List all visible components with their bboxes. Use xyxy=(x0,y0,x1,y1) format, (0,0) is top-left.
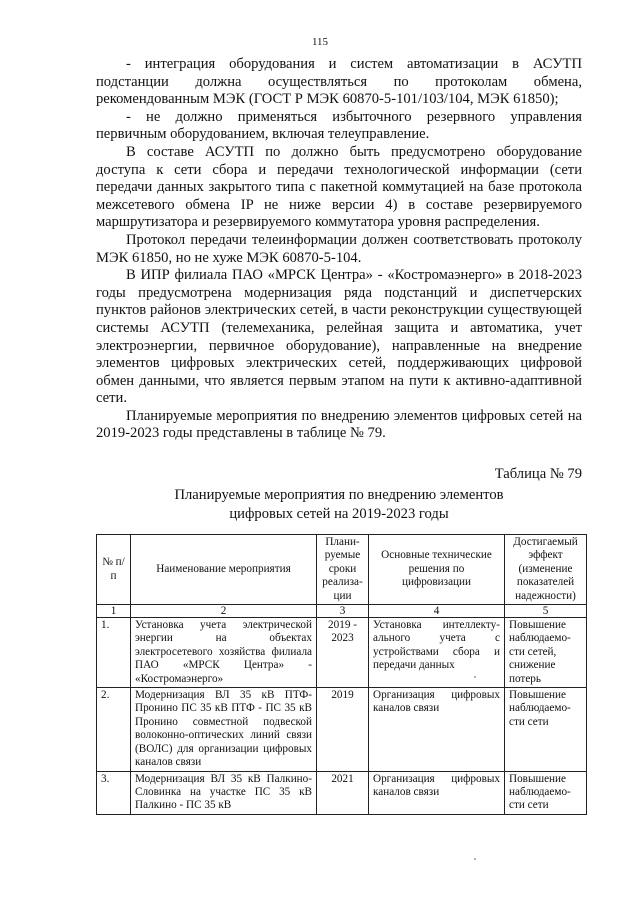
row-num: 2. xyxy=(97,688,131,771)
row-name: Модернизация ВЛ 35 кВ Палкино-Словинка на участке ПС 35 кВ Палкино - ПС 35 кВ xyxy=(131,771,317,814)
paragraph-access-equipment: В составе АСУТП по должно быть предусмотрено оборудование доступа к сети сбора и передачи технологической информации (сети передачи данных закрытого типа с пакетной коммутацией на базе протокола межсетевого обмена IP не ниже версии 4) в составе резервируемого маршрутизатора и резервируемого коммутатора уровня распределения. xyxy=(96,143,582,231)
table-number-label: Таблица № 79 xyxy=(494,466,582,482)
column-number: 3 xyxy=(317,605,369,618)
column-number: 4 xyxy=(369,605,505,618)
table-row xyxy=(97,688,587,771)
table-title xyxy=(96,486,582,524)
row-name: Модернизация ВЛ 35 кВ ПТФ-Пронино ПС 35 кВ ПТФ - ПС 35 кВ Пронино совместной подвеской волоконно-оптических линий связи (ВОЛС) для организации цифровых каналов связи xyxy=(131,688,317,771)
paragraph-telemetry-protocol: Протокол передачи телеинформации должен соответствовать протоколу МЭК 61850, но не хуже МЭК 60870-5-104. xyxy=(96,231,582,266)
row-solution: Организация цифровых каналов связи xyxy=(369,771,505,814)
body-text xyxy=(96,56,582,443)
table-title-line-1: Планируемые мероприятия по внедрению элементов xyxy=(174,487,504,503)
row-effect: Повышение наблюдаемо-сти сетей, снижение потерь xyxy=(505,618,587,688)
table-title-line-2: цифровых сетей на 2019-2023 годы xyxy=(229,506,449,522)
row-solution: Организация цифровых каналов связи xyxy=(369,688,505,771)
header-num: № п/п xyxy=(97,535,131,605)
header-name: Наименование мероприятия xyxy=(131,535,317,605)
row-term: 2019 xyxy=(317,688,369,771)
column-number: 5 xyxy=(505,605,587,618)
row-solution: Установка интеллекту-ального учета с устройствами сбора и передачи данных xyxy=(369,618,505,688)
table-header-row xyxy=(97,535,587,605)
paragraph-integration: - интеграция оборудования и систем автоматизации в АСУТП подстанции должна осуществляться по протоколам обмена, рекомендованным МЭК (ГОСТ Р МЭК 60870-5-101/103/104, МЭК 61850); xyxy=(96,56,582,108)
row-effect: Повышение наблюдаемо-сти сети xyxy=(505,771,587,814)
row-num: 3. xyxy=(97,771,131,814)
column-number: 1 xyxy=(97,605,131,618)
paragraph-ipr-modernization: В ИПР филиала ПАО «МРСК Центра» - «Костромаэнерго» в 2018-2023 годы предусмотрена модернизация ряда подстанций и диспетчерских пунктов районов электрических сетей, в части реконструкции существующей системы АСУТП (телемеханика, релейная защита и автоматика, учет электроэнергии, первичное оборудование), направленные на внедрение элементов цифровых электрических сетей, поддерживающих цифровой обмен данными, что является первым этапом на пути к активно-адаптивной сети. xyxy=(96,267,582,407)
table-row xyxy=(97,771,587,814)
paragraph-no-redundant-control: - не должно применяться избыточного резервного управления первичным оборудованием, включая телеуправление. xyxy=(96,108,582,143)
header-term: Плани-руемые сроки реализа-ции xyxy=(317,535,369,605)
row-effect: Повышение наблюдаемо-сти сети xyxy=(505,688,587,771)
table-row xyxy=(97,618,587,688)
column-number-row xyxy=(97,605,587,618)
header-solution: Основные технические решения по цифровизации xyxy=(369,535,505,605)
measures-table xyxy=(96,534,587,815)
row-term: 2019 - 2023 xyxy=(317,618,369,688)
row-name: Установка учета электрической энергии на объектах электросетевого хозяйства филиала ПАО «МРСК Центра» - «Костромаэнерго» xyxy=(131,618,317,688)
page-number: 115 xyxy=(311,36,329,48)
scan-speck xyxy=(474,858,476,860)
paragraph-planned-measures: Планируемые мероприятия по внедрению элементов цифровых сетей на 2019-2023 годы представлены в таблице № 79. xyxy=(96,407,582,442)
column-number: 2 xyxy=(131,605,317,618)
row-term: 2021 xyxy=(317,771,369,814)
header-effect: Достигаемый эффект (изменение показателей надежности) xyxy=(505,535,587,605)
scan-speck xyxy=(474,676,476,678)
row-num: 1. xyxy=(97,618,131,688)
